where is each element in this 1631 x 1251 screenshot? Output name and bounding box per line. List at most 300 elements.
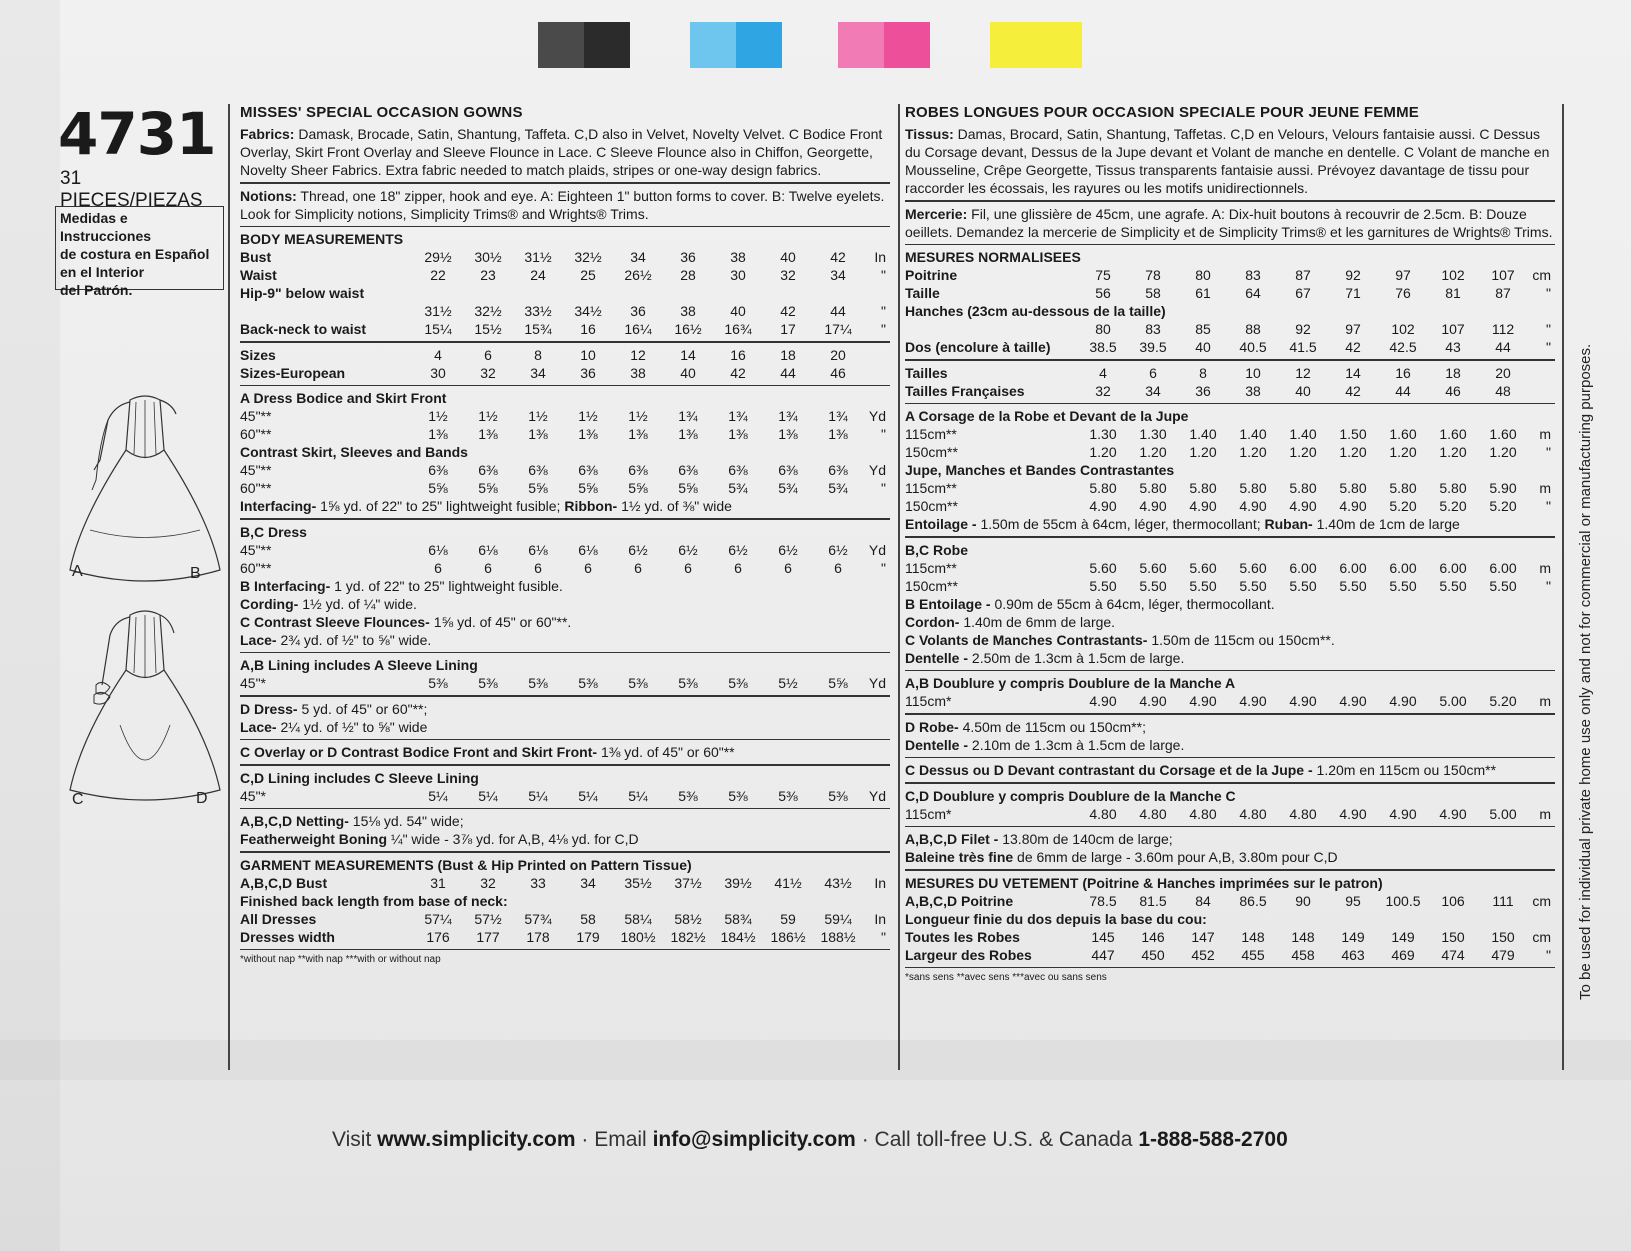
a-45-row-value: 1.40 bbox=[1289, 426, 1317, 442]
lace-line bbox=[905, 649, 1555, 667]
d-dress-line bbox=[905, 718, 1555, 736]
c-flounce-line-text: 1⅝ yd. of 45" or 60"**. bbox=[433, 613, 572, 630]
ab-lining-row-value: 5⅜ bbox=[678, 675, 698, 691]
section-divider bbox=[905, 967, 1555, 969]
bust-row-value: 75 bbox=[1095, 267, 1111, 283]
bc-60-row-value: 6 bbox=[534, 559, 542, 576]
a-60-row bbox=[905, 443, 1555, 461]
contrast-45-row-value: 6⅜ bbox=[728, 462, 748, 478]
back-neck-row-value: 16¼ bbox=[624, 321, 652, 337]
bust-row-value: 92 bbox=[1345, 267, 1361, 283]
garment-measurements-title: GARMENT MEASUREMENTS (Bust & Hip Printed on Pattern Tissue) bbox=[240, 856, 692, 873]
bc-60-row-value: 6 bbox=[484, 559, 492, 576]
a-45-row-value: 1¾ bbox=[728, 408, 748, 424]
bc-60-row-value: 6 bbox=[784, 559, 792, 576]
garment-bust-row-value: 111 bbox=[1492, 892, 1514, 909]
dresses-width-row-label: Dresses width bbox=[240, 928, 335, 945]
swatch-light-cyan bbox=[690, 22, 736, 68]
waist-row-value: 61 bbox=[1195, 285, 1211, 301]
waist-row-value: 67 bbox=[1295, 285, 1311, 301]
hip-row-value: 97 bbox=[1345, 321, 1361, 337]
netting-line bbox=[905, 830, 1555, 848]
waist-row bbox=[905, 284, 1555, 302]
swatch-black bbox=[584, 22, 630, 68]
waist-row-value: 30 bbox=[730, 267, 746, 283]
dresses-width-row-value: 176 bbox=[426, 928, 450, 945]
ab-lining-row-value: 5.20 bbox=[1489, 693, 1517, 709]
all-dresses-row-unit: cm bbox=[1532, 928, 1551, 945]
dresses-width-row-value: 182½ bbox=[670, 928, 706, 945]
sizes-eu-row bbox=[240, 364, 890, 382]
waist-row-value: 56 bbox=[1095, 285, 1111, 301]
a-60-row-value: 1.20 bbox=[1189, 444, 1217, 460]
bust-row-value: 32½ bbox=[574, 249, 602, 265]
bust-row-value: 87 bbox=[1295, 267, 1311, 283]
sizes-row-value: 16 bbox=[1395, 364, 1411, 381]
sizes-row-value: 8 bbox=[534, 346, 542, 363]
ribbon-text: 1½ yd. of ⅜" wide bbox=[621, 498, 732, 514]
contrast-45-row bbox=[905, 479, 1555, 497]
cd-lining-row-value: 4.90 bbox=[1439, 805, 1467, 822]
a-60-row-value: 1.20 bbox=[1289, 444, 1317, 460]
section-divider bbox=[240, 182, 890, 184]
all-dresses-row-value: 147 bbox=[1191, 928, 1215, 945]
c-flounce-line bbox=[240, 613, 890, 631]
website-link[interactable]: www.simplicity.com bbox=[377, 1128, 576, 1151]
section-divider bbox=[240, 851, 890, 853]
dresses-width-row-value: 186½ bbox=[770, 928, 806, 945]
fabrics-paragraph bbox=[905, 125, 1555, 197]
a-60-row-value: 1⅜ bbox=[528, 426, 548, 442]
garment-bust-row-value: 34 bbox=[580, 874, 596, 891]
back-neck-row-value: 16¾ bbox=[724, 321, 752, 337]
contrast-45-row-value: 5.80 bbox=[1239, 480, 1267, 496]
fabrics-paragraph-text: Damask, Brocade, Satin, Shantung, Taffeta. C,D also in Velvet, Novelty Velvet. C Bodice Front Overlay, Skirt Front Overlay and Sleeve Flounce in Lace. C Sleeve Flounce also in Chiffon, Georgette, Novelty Sheer Fabrics. Extra fabric needed to match plaids, stripes or one-way design fabrics. bbox=[240, 126, 883, 178]
a-45-row-value: 1.60 bbox=[1439, 426, 1467, 442]
b-interfacing-line-label: B Interfacing- bbox=[240, 577, 331, 594]
garment-bust-row-value: 106 bbox=[1441, 892, 1465, 909]
contrast-45-row-value: 6⅜ bbox=[628, 462, 648, 478]
hip-row-value: 36 bbox=[630, 303, 646, 319]
sizes-eu-row-value: 40 bbox=[1295, 382, 1311, 399]
contrast-45-row-value: 5.90 bbox=[1489, 480, 1517, 496]
garment-bust-row-value: 33 bbox=[530, 874, 546, 891]
garment-bust-row-value: 78.5 bbox=[1089, 892, 1117, 909]
contrast-45-row-value: 5.80 bbox=[1339, 480, 1367, 496]
back-neck-row-value: 42 bbox=[1345, 339, 1361, 355]
cd-lining-row-label: 45"* bbox=[240, 787, 266, 804]
section-divider bbox=[240, 518, 890, 520]
notions-paragraph bbox=[905, 205, 1555, 241]
contrast-45-row-value: 6⅜ bbox=[778, 462, 798, 478]
all-dresses-row-value: 58¾ bbox=[724, 910, 752, 927]
a-45-row-value: 1.60 bbox=[1489, 426, 1517, 442]
interfacing-line bbox=[240, 497, 890, 515]
finished-length-label: Finished back length from base of neck: bbox=[240, 892, 508, 909]
ab-lining-row bbox=[240, 674, 890, 692]
waist-row-label: Taille bbox=[905, 285, 940, 301]
dresses-width-row-value: 188½ bbox=[820, 928, 856, 945]
contrast-45-row-label: 45"** bbox=[240, 462, 272, 478]
c-flounce-line-label: C Volants de Manches Contrastants- bbox=[905, 631, 1148, 648]
sizes-eu-row-value: 40 bbox=[680, 364, 696, 381]
section-divider bbox=[905, 200, 1555, 202]
bc-45-row-value: 5.60 bbox=[1139, 559, 1167, 576]
ab-lining-row-value: 4.90 bbox=[1089, 693, 1117, 709]
a-45-row bbox=[240, 407, 890, 425]
bc-45-row-unit: Yd bbox=[868, 541, 886, 558]
lace-line-text: 2¾ yd. of ½" to ⅝" wide. bbox=[280, 631, 432, 648]
bc-45-row-value: 6⅛ bbox=[528, 541, 548, 558]
cording-line bbox=[240, 595, 890, 613]
a-45-row-value: 1.50 bbox=[1339, 426, 1367, 442]
swatch-cyan bbox=[736, 22, 782, 68]
lace-line-text: 2.50m de 1.3cm à 1.5cm de large. bbox=[971, 649, 1185, 666]
ab-lining-row-value: 5⅜ bbox=[428, 675, 448, 691]
cording-line-text: 1.40m de 6mm de large. bbox=[963, 613, 1116, 630]
d-dress-line-text: 5 yd. of 45" or 60"**; bbox=[301, 700, 428, 717]
spanish-note-line: de costura en Español bbox=[60, 246, 210, 262]
cd-lining-row-value: 5⅜ bbox=[678, 787, 698, 804]
pieces-count: 31 PIECES/PIEZAS bbox=[60, 168, 203, 211]
all-dresses-row-value: 58½ bbox=[674, 910, 702, 927]
overlay-line-text: 1.20m en 115cm ou 150cm** bbox=[1316, 762, 1497, 778]
contrast-45-row-value: 5.80 bbox=[1139, 480, 1167, 496]
sizes-row-value: 4 bbox=[434, 346, 442, 363]
cd-lining-row bbox=[905, 805, 1555, 823]
overlay-line-text: 1⅜ yd. of 45" or 60"** bbox=[600, 744, 735, 760]
garment-bust-row-value: 95 bbox=[1345, 892, 1361, 909]
contrast-45-row-value: 6⅜ bbox=[478, 462, 498, 478]
body-measurements-title: BODY MEASUREMENTS bbox=[240, 231, 404, 247]
cd-lining-row-value: 5¼ bbox=[628, 787, 648, 804]
bc-60-row-value: 6 bbox=[634, 559, 642, 576]
email-link[interactable]: info@simplicity.com bbox=[652, 1128, 856, 1151]
bc-60-row-value: 6 bbox=[834, 559, 842, 576]
hip-label: Hanches (23cm au-dessous de la taille) bbox=[905, 303, 1166, 319]
a-60-row-value: 1.20 bbox=[1139, 444, 1167, 460]
back-neck-row-value: 15¾ bbox=[524, 321, 552, 337]
waist-row bbox=[240, 266, 890, 284]
garment-bust-row-value: 81.5 bbox=[1139, 892, 1167, 909]
c-flounce-line bbox=[905, 631, 1555, 649]
interfacing-label: Interfacing- bbox=[240, 498, 317, 514]
ab-lining-row-label: 115cm* bbox=[905, 693, 952, 709]
d-lace-line-text: 2¼ yd. of ½" to ⅝" wide bbox=[280, 718, 428, 735]
hip-row bbox=[240, 302, 890, 320]
contrast-60-row-value: 4.90 bbox=[1189, 498, 1217, 514]
waist-row-unit: " bbox=[1546, 285, 1551, 301]
dresses-width-row-value: 479 bbox=[1491, 946, 1515, 963]
contrast-60-row-value: 5⅝ bbox=[578, 480, 598, 496]
contact-call-label: · Call toll-free U.S. & Canada bbox=[861, 1128, 1133, 1151]
spanish-note-box bbox=[55, 206, 224, 298]
bust-row-unit: In bbox=[874, 249, 886, 265]
bc-45-row-value: 6.00 bbox=[1439, 559, 1467, 576]
hip-row-value: 44 bbox=[830, 303, 846, 319]
bc-45-row-value: 5.60 bbox=[1189, 559, 1217, 576]
bust-row-value: 31½ bbox=[524, 249, 552, 265]
all-dresses-row-value: 146 bbox=[1141, 928, 1165, 945]
back-neck-row-value: 15¼ bbox=[424, 321, 452, 337]
section-divider bbox=[905, 244, 1555, 246]
cd-lining-row-value: 4.80 bbox=[1139, 805, 1167, 822]
hip-row-value: 40 bbox=[730, 303, 746, 319]
cd-lining-row-value: 5¼ bbox=[578, 787, 598, 804]
fabrics-paragraph-label: Fabrics: bbox=[240, 126, 295, 142]
contrast-45-row-value: 5.80 bbox=[1289, 480, 1317, 496]
boning-line-label: Featherweight Boning bbox=[240, 831, 387, 847]
sizes-eu-row-value: 44 bbox=[1395, 382, 1411, 399]
bc-60-row-value: 5.50 bbox=[1289, 577, 1317, 594]
bc-dress-title: B,C Dress bbox=[240, 523, 307, 540]
dresses-width-row bbox=[905, 946, 1555, 964]
hip-row-value: 83 bbox=[1145, 321, 1161, 337]
section-divider bbox=[240, 739, 890, 741]
lace-line bbox=[240, 631, 890, 649]
a-45-row-label: 115cm** bbox=[905, 426, 957, 442]
pattern-number: 4731 bbox=[58, 100, 216, 168]
hip-label: Hip-9" below waist bbox=[240, 285, 365, 301]
all-dresses-row-value: 150 bbox=[1441, 928, 1465, 945]
section-divider bbox=[240, 695, 890, 697]
all-dresses-row-value: 145 bbox=[1091, 928, 1115, 945]
all-dresses-row-value: 149 bbox=[1341, 928, 1365, 945]
spanish-note-line: en el Interior bbox=[60, 264, 145, 280]
sizes-eu-row-value: 46 bbox=[1445, 382, 1461, 399]
swatch-magenta bbox=[884, 22, 930, 68]
overlay-line-label: C Overlay or D Contrast Bodice Front and Skirt Front- bbox=[240, 744, 598, 760]
a-60-row-value: 1.20 bbox=[1239, 444, 1267, 460]
boning-line bbox=[240, 830, 890, 848]
sizes-row-value: 12 bbox=[630, 346, 646, 363]
dresses-width-row-value: 180½ bbox=[620, 928, 656, 945]
bc-45-row-label: 45"** bbox=[240, 541, 272, 558]
bc-60-row-label: 60"** bbox=[240, 559, 272, 576]
contrast-45-row-value: 5.80 bbox=[1189, 480, 1217, 496]
back-neck-row-value: 40 bbox=[1195, 339, 1211, 355]
usage-restriction-text: To be used for individual private home use only and not for commercial or manufacturing purposes. bbox=[1577, 343, 1594, 1000]
lace-line-label: Lace- bbox=[240, 631, 277, 648]
a-dress-title: A Dress Bodice and Skirt Front bbox=[240, 390, 447, 406]
contrast-60-row-value: 4.90 bbox=[1339, 498, 1367, 514]
bc-45-row-value: 6.00 bbox=[1339, 559, 1367, 576]
bc-45-row-value: 6⅛ bbox=[428, 541, 448, 558]
garment-bust-row-value: 35½ bbox=[624, 874, 652, 891]
ab-lining-row-unit: Yd bbox=[868, 675, 886, 691]
dresses-width-row-value: 184½ bbox=[720, 928, 756, 945]
section-divider bbox=[240, 808, 890, 810]
bc-45-row-value: 6⅛ bbox=[578, 541, 598, 558]
ribbon-label: Ribbon- bbox=[564, 498, 618, 514]
contrast-60-row-unit: " bbox=[881, 480, 886, 496]
cd-lining-row-value: 5⅜ bbox=[728, 787, 748, 804]
finished-length-label: Longueur finie du dos depuis la base du cou: bbox=[905, 910, 1207, 927]
section-divider bbox=[905, 359, 1555, 361]
overlay-line-label: C Dessus ou D Devant contrastant du Corsage et de la Jupe - bbox=[905, 762, 1313, 778]
sizes-eu-row-value: 46 bbox=[830, 364, 846, 381]
dress-ab-illustration bbox=[60, 370, 230, 590]
sizes-row-value: 18 bbox=[780, 346, 796, 363]
bottom-crease bbox=[0, 1040, 1631, 1080]
waist-row-value: 24 bbox=[530, 267, 546, 283]
bc-45-row-value: 6.00 bbox=[1489, 559, 1517, 576]
cd-lining-row-label: 115cm* bbox=[905, 805, 952, 822]
section-divider bbox=[240, 385, 890, 387]
section-divider bbox=[905, 757, 1555, 759]
a-45-row-value: 1¾ bbox=[828, 408, 848, 424]
notions-paragraph-text: Fil, une glissière de 45cm, une agrafe. A: Dix-huit boutons à recouvrir de 2.5cm. B: Douze oeillets. Demandez la mercerie de Simplicity et de Simplicity Trims® et les garnitures de Wrights® Trims. bbox=[905, 205, 1553, 240]
contrast-60-row-value: 5.20 bbox=[1389, 498, 1417, 514]
a-45-row-value: 1½ bbox=[628, 408, 648, 424]
a-60-row-value: 1⅜ bbox=[728, 426, 748, 442]
bc-60-row-value: 5.50 bbox=[1489, 577, 1517, 594]
cd-lining-row-value: 4.80 bbox=[1239, 805, 1267, 822]
b-interfacing-line bbox=[905, 595, 1555, 613]
contrast-60-row-value: 5.20 bbox=[1489, 498, 1517, 514]
a-60-row-value: 1.20 bbox=[1439, 444, 1467, 460]
spanish-note-line: Medidas e Instrucciones bbox=[60, 210, 152, 244]
sizes-row-value: 20 bbox=[830, 346, 846, 363]
bc-60-row-value: 5.50 bbox=[1089, 577, 1117, 594]
all-dresses-row bbox=[240, 910, 890, 928]
garment-bust-row-value: 37½ bbox=[674, 874, 702, 891]
cd-lining-row-value: 5¼ bbox=[528, 787, 548, 804]
contrast-60-row-value: 5¾ bbox=[828, 480, 848, 496]
sizes-eu-row-value: 42 bbox=[1345, 382, 1361, 399]
a-45-row-value: 1½ bbox=[578, 408, 598, 424]
sizes-eu-row-value: 36 bbox=[1195, 382, 1211, 399]
back-neck-row-value: 16 bbox=[580, 321, 596, 337]
contrast-45-row-value: 6⅜ bbox=[528, 462, 548, 478]
bust-row-value: 29½ bbox=[424, 249, 452, 265]
d-dress-line bbox=[240, 700, 890, 718]
dresses-width-row-value: 178 bbox=[526, 928, 550, 945]
cd-lining-row-value: 5¼ bbox=[478, 787, 498, 804]
view-letter-d: D bbox=[196, 790, 208, 807]
d-dress-line-label: D Dress- bbox=[240, 700, 298, 717]
sizes-row-label: Tailles bbox=[905, 364, 948, 381]
bust-row-value: 42 bbox=[830, 249, 846, 265]
contact-email-label: · Email bbox=[581, 1128, 647, 1151]
sizes-eu-row-value: 38 bbox=[1245, 382, 1261, 399]
swatch-yellow bbox=[1036, 22, 1082, 68]
contrast-title: Contrast Skirt, Sleeves and Bands bbox=[240, 444, 468, 460]
dresses-width-row-value: 452 bbox=[1191, 946, 1215, 963]
dresses-width-row-value: 447 bbox=[1091, 946, 1115, 963]
sizes-row-value: 10 bbox=[580, 346, 596, 363]
bc-45-row-value: 5.60 bbox=[1089, 559, 1117, 576]
ribbon-label: Ruban- bbox=[1264, 516, 1313, 532]
a-45-row-value: 1½ bbox=[428, 408, 448, 424]
a-45-row-unit: Yd bbox=[868, 408, 886, 424]
b-interfacing-line-label: B Entoilage - bbox=[905, 595, 991, 612]
ab-lining-row-value: 5⅜ bbox=[578, 675, 598, 691]
cd-lining-row-unit: m bbox=[1539, 805, 1551, 822]
a-60-row-unit: " bbox=[1546, 444, 1551, 460]
ab-lining-row-value: 4.90 bbox=[1289, 693, 1317, 709]
sizes-eu-row-value: 32 bbox=[1095, 382, 1111, 399]
waist-row-value: 23 bbox=[480, 267, 496, 283]
back-neck-row-value: 38.5 bbox=[1089, 339, 1117, 355]
a-45-row bbox=[905, 425, 1555, 443]
hip-row-value: 88 bbox=[1245, 321, 1261, 337]
fabrics-paragraph bbox=[240, 125, 890, 179]
all-dresses-row bbox=[905, 928, 1555, 946]
ab-lining-row-value: 5.00 bbox=[1439, 693, 1467, 709]
cd-lining-row-value: 4.80 bbox=[1289, 805, 1317, 822]
waist-row-value: 32 bbox=[780, 267, 796, 283]
footnote: *sans sens **avec sens ***avec ou sans sens bbox=[905, 972, 1107, 983]
contrast-45-row-value: 6⅜ bbox=[678, 462, 698, 478]
ab-lining-title: A,B Lining includes A Sleeve Lining bbox=[240, 657, 478, 673]
contrast-60-row-unit: " bbox=[1546, 498, 1551, 514]
overlay-line bbox=[240, 743, 890, 761]
contrast-45-row-unit: Yd bbox=[868, 462, 886, 478]
contrast-45-row-value: 5.80 bbox=[1439, 480, 1467, 496]
section-divider bbox=[905, 826, 1555, 828]
ab-lining-title: A,B Doublure y compris Doublure de la Manche A bbox=[905, 675, 1236, 691]
column-title: MISSES' SPECIAL OCCASION GOWNS bbox=[240, 104, 523, 121]
view-letter-b: B bbox=[190, 565, 201, 582]
hip-row-value: 34½ bbox=[574, 303, 602, 319]
dresses-width-row-value: 469 bbox=[1391, 946, 1415, 963]
bust-row-value: 107 bbox=[1491, 267, 1515, 283]
a-45-row-label: 45"** bbox=[240, 408, 272, 424]
ab-lining-row-value: 5⅜ bbox=[478, 675, 498, 691]
dresses-width-row-unit: " bbox=[1546, 946, 1551, 963]
sizes-eu-row-label: Tailles Françaises bbox=[905, 382, 1025, 399]
back-neck-row-value: 42.5 bbox=[1389, 339, 1417, 355]
english-column bbox=[240, 104, 890, 967]
sizes-eu-row bbox=[905, 382, 1555, 400]
d-dress-line-text: 4.50m de 115cm ou 150cm**; bbox=[962, 718, 1146, 735]
garment-bust-row-value: 32 bbox=[480, 874, 496, 891]
boning-line bbox=[905, 848, 1555, 866]
notions-paragraph bbox=[240, 187, 890, 223]
swatch-gray bbox=[538, 22, 584, 68]
overlay-line bbox=[905, 761, 1555, 779]
garment-bust-row-value: 90 bbox=[1295, 892, 1311, 909]
bust-row-value: 40 bbox=[780, 249, 796, 265]
bc-60-row bbox=[240, 559, 890, 577]
d-lace-line-label: Dentelle - bbox=[905, 736, 969, 753]
netting-line-text: 13.80m de 140cm de large; bbox=[1002, 831, 1173, 847]
cd-lining-row-value: 5⅜ bbox=[778, 787, 798, 804]
waist-row-value: 28 bbox=[680, 267, 696, 283]
back-neck-row-value: 41.5 bbox=[1289, 339, 1317, 355]
back-neck-row-unit: " bbox=[881, 321, 886, 337]
contrast-60-row-value: 4.90 bbox=[1289, 498, 1317, 514]
swatch-light-magenta bbox=[838, 22, 884, 68]
bc-60-row-value: 5.50 bbox=[1239, 577, 1267, 594]
back-neck-row-value: 16½ bbox=[674, 321, 702, 337]
cd-lining-row bbox=[240, 787, 890, 805]
all-dresses-row-value: 57½ bbox=[474, 910, 502, 927]
sizes-row-value: 10 bbox=[1245, 364, 1261, 381]
a-45-row-value: 1.30 bbox=[1139, 426, 1167, 442]
boning-line-text: ¼" wide - 3⅞ yd. for A,B, 4⅛ yd. for C,D bbox=[390, 831, 639, 847]
all-dresses-row-value: 150 bbox=[1491, 928, 1515, 945]
garment-bust-row bbox=[240, 874, 890, 892]
contrast-60-row-label: 150cm** bbox=[905, 498, 958, 514]
section-divider bbox=[240, 226, 890, 228]
ab-lining-row-unit: m bbox=[1539, 693, 1551, 709]
netting-line-label: A,B,C,D Netting- bbox=[240, 813, 349, 829]
a-45-row-unit: m bbox=[1539, 426, 1551, 442]
hip-row-value: 33½ bbox=[524, 303, 552, 319]
bc-45-row bbox=[905, 559, 1555, 577]
